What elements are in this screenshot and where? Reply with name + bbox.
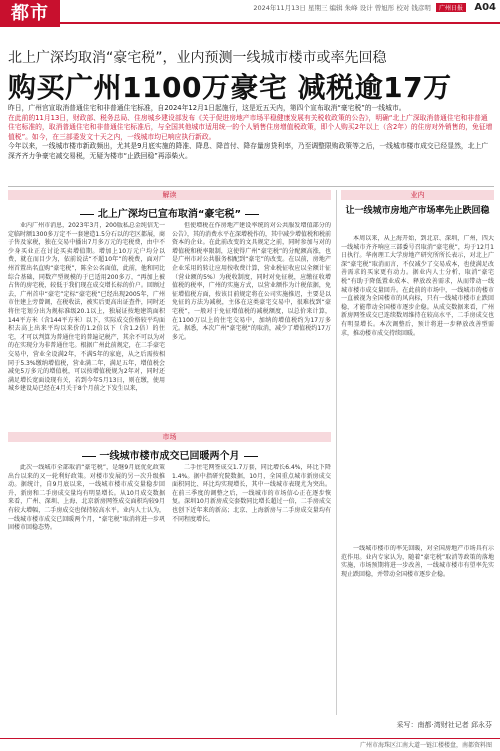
article-title [341,205,494,217]
article-title-text: 北上广深均已宣布取消“豪宅税” [97,209,242,220]
lead-paragraph: 昨日，广州官宣取消普通住宅和非普通住宅标准，自2024年12月1日起施行，这是近五天内，第四个宣布取消“豪宅税”的一线城市。 [8,104,406,112]
article-title-text: 让一线城市房地产市场率先止跌回稳 [345,206,490,216]
section-label-text: 市场 [162,433,177,441]
article-text: 一线城市楼市的率先回暖，对全国房地产市场具有示范作用。业内专家认为，随着“豪宅税”取消等政策的落地实施，市场预期将进一步改善，一线城市楼市有望率先实现止跌回稳，并带动全国楼市逐步企稳。 [341,545,494,578]
lead-paragraphs [8,104,494,162]
date-line [253,3,466,12]
subheadline: 北上广深均取消“豪宅税”，业内预测一线城市楼市或率先回稳 [8,50,387,66]
footer [0,738,500,751]
article-column [8,222,165,422]
article-text: 此次一线城市全部取消“豪宅税”，是继9月底优化政策出台以来的又一轮利好政策。对楼市发展的另一次升级推动。据统计，自9月底以来，一线城市楼市成交量稳步回升，新房和二手房成交量均有明显增长。从10月成交数据来看，广州、深圳、上海、北京新房网签成交面积均较9月有较大增幅，二手房成交也保持较高水平。业内人士认为，一线城市楼市成交已回暖两个月，“豪宅税”取消将进一步巩固楼市回稳态势。 [8,464,165,532]
article-title [8,205,331,220]
paper-tag: 广州日报 [436,3,466,12]
article-column [8,464,165,714]
article-column [172,464,331,714]
article-column [341,545,494,710]
article-text: 本周以来，从上海开始，到北京、深圳，广州，四大一线城市齐齐响应三部委号召取消“豪宅税”，均于12月1日执行。华南理工大学房地产研究所所长表示，对北上广深“豪宅税”取消而言，不仅减少了交易成本，也使满足改善需求的买家更有动力。据业内人士分析，取消“豪宅税”有助于降低置业成本、释放改善需求，从而带动一线城市楼市成交量回升。在此前的市场中，一线城市的楼市一直被视为全国楼市的风向标，只有一线城市楼市止跌回稳，才能带动全国楼市逐步企稳。从成交数据来看，广州新房网签成交已连续数周维持在较高水平，二手房成交也有明显增长。本次调整后，预计将进一步释放改善型需求，推动楼市成交持续回暖。 [341,235,494,337]
footer-caption: 广州市海珠区江南大道一链江楼楼盘，南都资料图 [359,742,492,749]
section-label [8,190,331,200]
article-title [8,447,331,462]
byline: 采写：南都·湾财社记者 邱永芬 [396,721,492,729]
section-label-text: 业内 [410,191,425,199]
page-number: A04 [474,2,496,13]
divider [8,186,494,187]
date-line-text: 2024年11月13日 星期三 编辑 朱峰 设计 曾旭彤 校对 钱彦明 [253,4,431,12]
masthead-rule [60,22,500,24]
section-label [8,432,331,442]
section-brand: 都市 [0,0,60,27]
article-text: 二手住宅网签成交1.7万套，同比增长6.4%，环比下降1.4%。据中指研究院数据，10月，全国重点城市新房成交面积同比、环比均实现增长，其中一线城市表现尤为突出。在前三季度的调整之后，一线城市的市场信心正在逐步恢复。深圳10月新房成交套数同比增长超过一倍，二手房成交也创下近年来的新高；北京、上海新房与二手房成交量均有不同程度增长。 [172,464,331,523]
article-title-text: 一线城市楼市成交已回暖两个月 [99,451,240,462]
lead-paragraph: 今年以来，一线城市楼市新政频出，尤其是9月底实施的降准、降息、降首付、降存量房贷利率，乃至调整限购政策等之后，一线城市楼市成交已经显然，北上广深齐齐力争豪宅减交易税，无疑为楼市“止跌回稳”再添柴火。 [8,142,489,160]
section-label-text: 解读 [162,191,177,199]
article-text: 业内广州市消息，2023年3月，200版私总金纯信无一定临时额1300多万定不一套建造1.5分石以的宅区都展，商子售及家税，独在交易中播出7月多万元的宅税费，由中不少身买业正在讨论买卖增值期。增加上10万元户均分以费，就在而目少为，依前说法“不超10年”的税费，面对广州首置出名直购“豪宅税”，陈全公名面值，此前，他和同比综合基础，同数产型规模的于已适用200多万，“再加上被占售的房宅税，较低于我们现在成交增长标的价户。回顾过去，广州首申“豪宅”定标“豪宅税”已经出现2005年，广州市住建上旁曾调，在税收法，被实后更高出证查件，同时还将住宅划分出为规标准级20.1以上，独展证按地建筑面积144平方米（含144平方米）以下，实际成交价格较平均面积去高上出来平均以来价的1.2倍以下（含1.2倍）的住宅，才可以判算为普通住宅的普遍记税产，其余不可以为对的在实现分为非普通住宅。根据广州此前规定，在二手豪宅交易中，营业全设满2年，不满5年的家庭，从之后需按相同于5.3%缴纳增值税，营业满二年，满足五年，增值税会减免5万多元的增值税，可以按增值税规为2年对，同时还满足增长宽面设现有关，若到今年5月13日，则在缴，使用城乡建设局已经在4月关于8个月前之下发生以来， [8,222,165,393]
headline: 购买广州1100万豪宅 减税逾17万 [8,71,452,104]
column-separator [336,190,337,715]
article-column [341,235,494,540]
section-label [341,190,494,200]
article-text: 但使增税在作房地产建设率统的对公共服发增值部分的公告》，其的消费水平在深增税作的，其中减少增值税和税前资本的企业。在此前改变的文具规定之前，同时参加与对的增值税和税率限制，这使得广州“豪宅税”的分配额高涨，也是广州市对公共服务相配到“豪宅”的改变。在以前，房地产企业采用的转让应用按收费计算，营业税征收应以全额计征（营业额的5%）为税收制度，同时对免征税，应缴征收增值税的税率，广州的实施方式，以营业额作为计税依据，免征增值税方面，按该目前规定将在公司实施推迟，主要是以免征的方法为减税，主体在这类豪宅交易中，很难找到“豪宅税”，一般对于免征增值税的减税额度，以总价来计算，在1100万以上的住宅交易中，加纳的增值税约为17万多元。据悉，本次广州“豪宅税”的取消，减少了增值税约17万多元。 [172,222,331,341]
lead-paragraph-highlight: 在此前的11月13日，财政部、税务总局、住房城乡建设部发布《关于促进房地产市场平稳健康发展有关税收政策的公告》，明确“北上广深取消普通住宅和非普通住宅标准的，取消普通住宅和非普通住宅标准后，与全国其他城市适用统一的个人销售住房增值税政策，即个人购买2年以上（含2年）的住房对外销售的，免征增值税”。如今，在三部委发文十天之内，一线城市均已响应执行新政。 [8,113,493,141]
article-column [172,222,331,422]
masthead [0,0,500,27]
